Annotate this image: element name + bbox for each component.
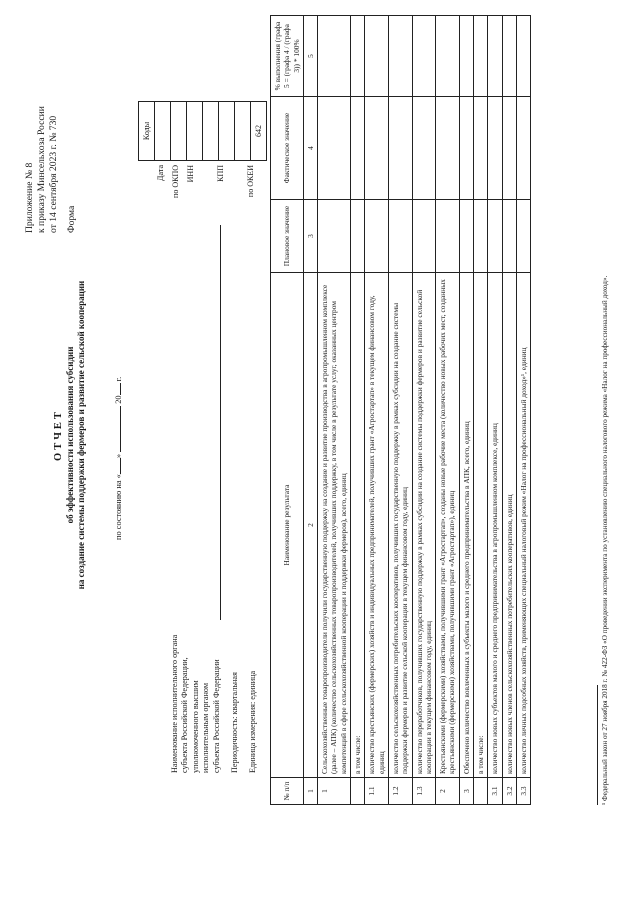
org-line-1: Наименование исполнительного органа xyxy=(170,634,179,773)
report-date-line xyxy=(114,377,125,540)
table-row xyxy=(436,16,460,805)
row-text: количество сельскохозяйственных потребительских кооперативов, получивших государственную поддержку в рамках субсидии на создание системы поддержки фермеров и развитие сельской кооперации в текущем финансовом году, единиц xyxy=(388,273,412,778)
codes-labels xyxy=(138,165,258,225)
org-line-4: исполнительным органом xyxy=(201,682,211,773)
row-text: Сельскохозяйственные товаропроизводители получили государственную поддержку на создание и развитие производства в агропромышленном комплексе (далее – АПК) (количество сельскохозяйственных товаропроизводителей, получивших поддержку, в том числе в результате услуг, оказанных центром компетенций в сфере сельскохозяйственной кооперации и поддержки фермеров), всего, единиц xyxy=(318,273,351,778)
row-text: в том числе: xyxy=(351,273,365,778)
header-result-name: Наименование результата xyxy=(271,273,304,778)
code-label-okpo: по ОКПО xyxy=(171,165,180,198)
row-num xyxy=(474,778,488,805)
col-number-2: 2 xyxy=(303,273,317,778)
date-mid: » xyxy=(114,453,123,459)
table-row xyxy=(459,16,473,805)
org-line-5: субъекта Российской Федерации xyxy=(211,659,221,773)
code-value-okei: 642 xyxy=(251,102,267,161)
order-line-1: к приказу Минсельхоза России xyxy=(36,106,47,233)
title-line-1: ОТЧЕТ xyxy=(53,409,64,461)
code-label-kpp: КПП xyxy=(216,165,225,182)
row-text: количество переработчиков, получивших государственную поддержку в рамках субсидии на создание системы поддержки фермеров и развитие сельской кооперации в текущем финансовом году, единиц xyxy=(412,273,436,778)
appendix-number: Приложение № 8 xyxy=(24,162,35,233)
date-prefix: по состоянию на « xyxy=(114,474,123,540)
table-row xyxy=(488,16,502,805)
table-row xyxy=(388,16,412,805)
report-title xyxy=(52,215,87,655)
footnote: ¹ Федеральный закон от 27 ноября 2018 г. № 422-ФЗ «О проведении эксперимента по установлению специального налогового режима «Налог на профессиональный доход». xyxy=(601,275,609,805)
org-line-3: уполномоченного высшим xyxy=(190,680,200,773)
codes-header: Коды xyxy=(139,102,155,161)
row-num xyxy=(351,778,365,805)
code-value-okpo xyxy=(171,102,187,161)
row-num: 3.3 xyxy=(516,778,530,805)
appendix-header xyxy=(24,106,78,233)
organization-underline xyxy=(220,225,221,620)
title-line-3: на создание системы поддержки фермеров и развитие сельской кооперации xyxy=(76,280,86,590)
code-label-empty-1 xyxy=(198,165,213,225)
code-value-empty-2 xyxy=(235,102,251,161)
code-label-date: Дата xyxy=(156,165,165,181)
col-number-4: 4 xyxy=(303,97,317,200)
form-label: Форма xyxy=(66,205,77,233)
title-line-2: об эффективности использования субсидии xyxy=(65,346,75,524)
periodicity-label: Периодичность: квартальная xyxy=(230,672,239,773)
code-value-kpp xyxy=(219,102,235,161)
row-num: 1.2 xyxy=(388,778,412,805)
table-row xyxy=(318,16,351,805)
footnote-rule xyxy=(597,685,598,805)
row-num: 3.1 xyxy=(488,778,502,805)
code-value-empty-1 xyxy=(203,102,219,161)
table-row xyxy=(516,16,530,805)
header-planned: Плановое значение xyxy=(271,200,304,273)
code-label-empty-2 xyxy=(228,165,243,225)
row-text: в том числе: xyxy=(474,273,488,778)
table-row xyxy=(365,16,389,805)
code-label-inn: ИНН xyxy=(186,165,195,183)
code-label-okei: по ОКЕИ xyxy=(246,165,255,198)
row-num: 3 xyxy=(459,778,473,805)
row-text: количество новых членов сельскохозяйственных потребительских кооперативов, единиц xyxy=(502,273,516,778)
header-actual: Фактическое значение xyxy=(271,97,304,200)
order-line-2: от 14 сентября 2023 г. № 730 xyxy=(48,115,59,233)
row-text: Крестьянскими (фермерскими) хозяйствами, получившими грант «Агростартап», созданы новые рабочие места (количество новых рабочих мест, созданных крестьянскими (фермерскими) хозяйствами, получившими грант «Агростартап»), единиц xyxy=(436,273,460,778)
header-num: № п/п xyxy=(271,778,304,805)
unit-label: Единица измерения: единица xyxy=(248,670,257,773)
col-number-5: 5 xyxy=(303,16,317,97)
date-year: 20 xyxy=(114,395,123,404)
table-row xyxy=(474,16,488,805)
table-row xyxy=(502,16,516,805)
row-num: 3.2 xyxy=(502,778,516,805)
row-text: Обеспечено количество вовлеченных в субъекты малого и среднего предпринимательства в АПК, всего, единиц xyxy=(459,273,473,778)
col-number-1: 1 xyxy=(303,778,317,805)
col-number-3: 3 xyxy=(303,200,317,273)
header-percent: % выполнения (графа 5 = (графа 4 / (графа 3)) * 100% xyxy=(271,16,304,97)
row-num: 1.3 xyxy=(412,778,436,805)
row-text: количество личных подсобных хозяйств, применяющих специальный налоговый режим «Налог на профессиональный доход»¹, единиц xyxy=(516,273,530,778)
row-num: 2 xyxy=(436,778,460,805)
codes-table xyxy=(138,101,267,161)
table-row xyxy=(351,16,365,805)
row-text: количество новых субъектов малого и среднего предпринимательства в агропромышленном комплексе, единиц xyxy=(488,273,502,778)
date-suffix: г. xyxy=(114,376,123,382)
row-num: 1 xyxy=(318,778,351,805)
code-value-date xyxy=(155,102,171,161)
results-table xyxy=(270,15,531,805)
code-value-inn xyxy=(187,102,203,161)
row-num: 1.1 xyxy=(365,778,389,805)
organization-block xyxy=(170,635,222,773)
row-text: количество крестьянских (фермерских) хозяйств и индивидуальных предпринимателей, получивших грант «Агростартап» в текущем финансовом году, единиц xyxy=(365,273,389,778)
org-line-2: субъекта Российской Федерации, xyxy=(180,657,190,773)
table-row xyxy=(412,16,436,805)
